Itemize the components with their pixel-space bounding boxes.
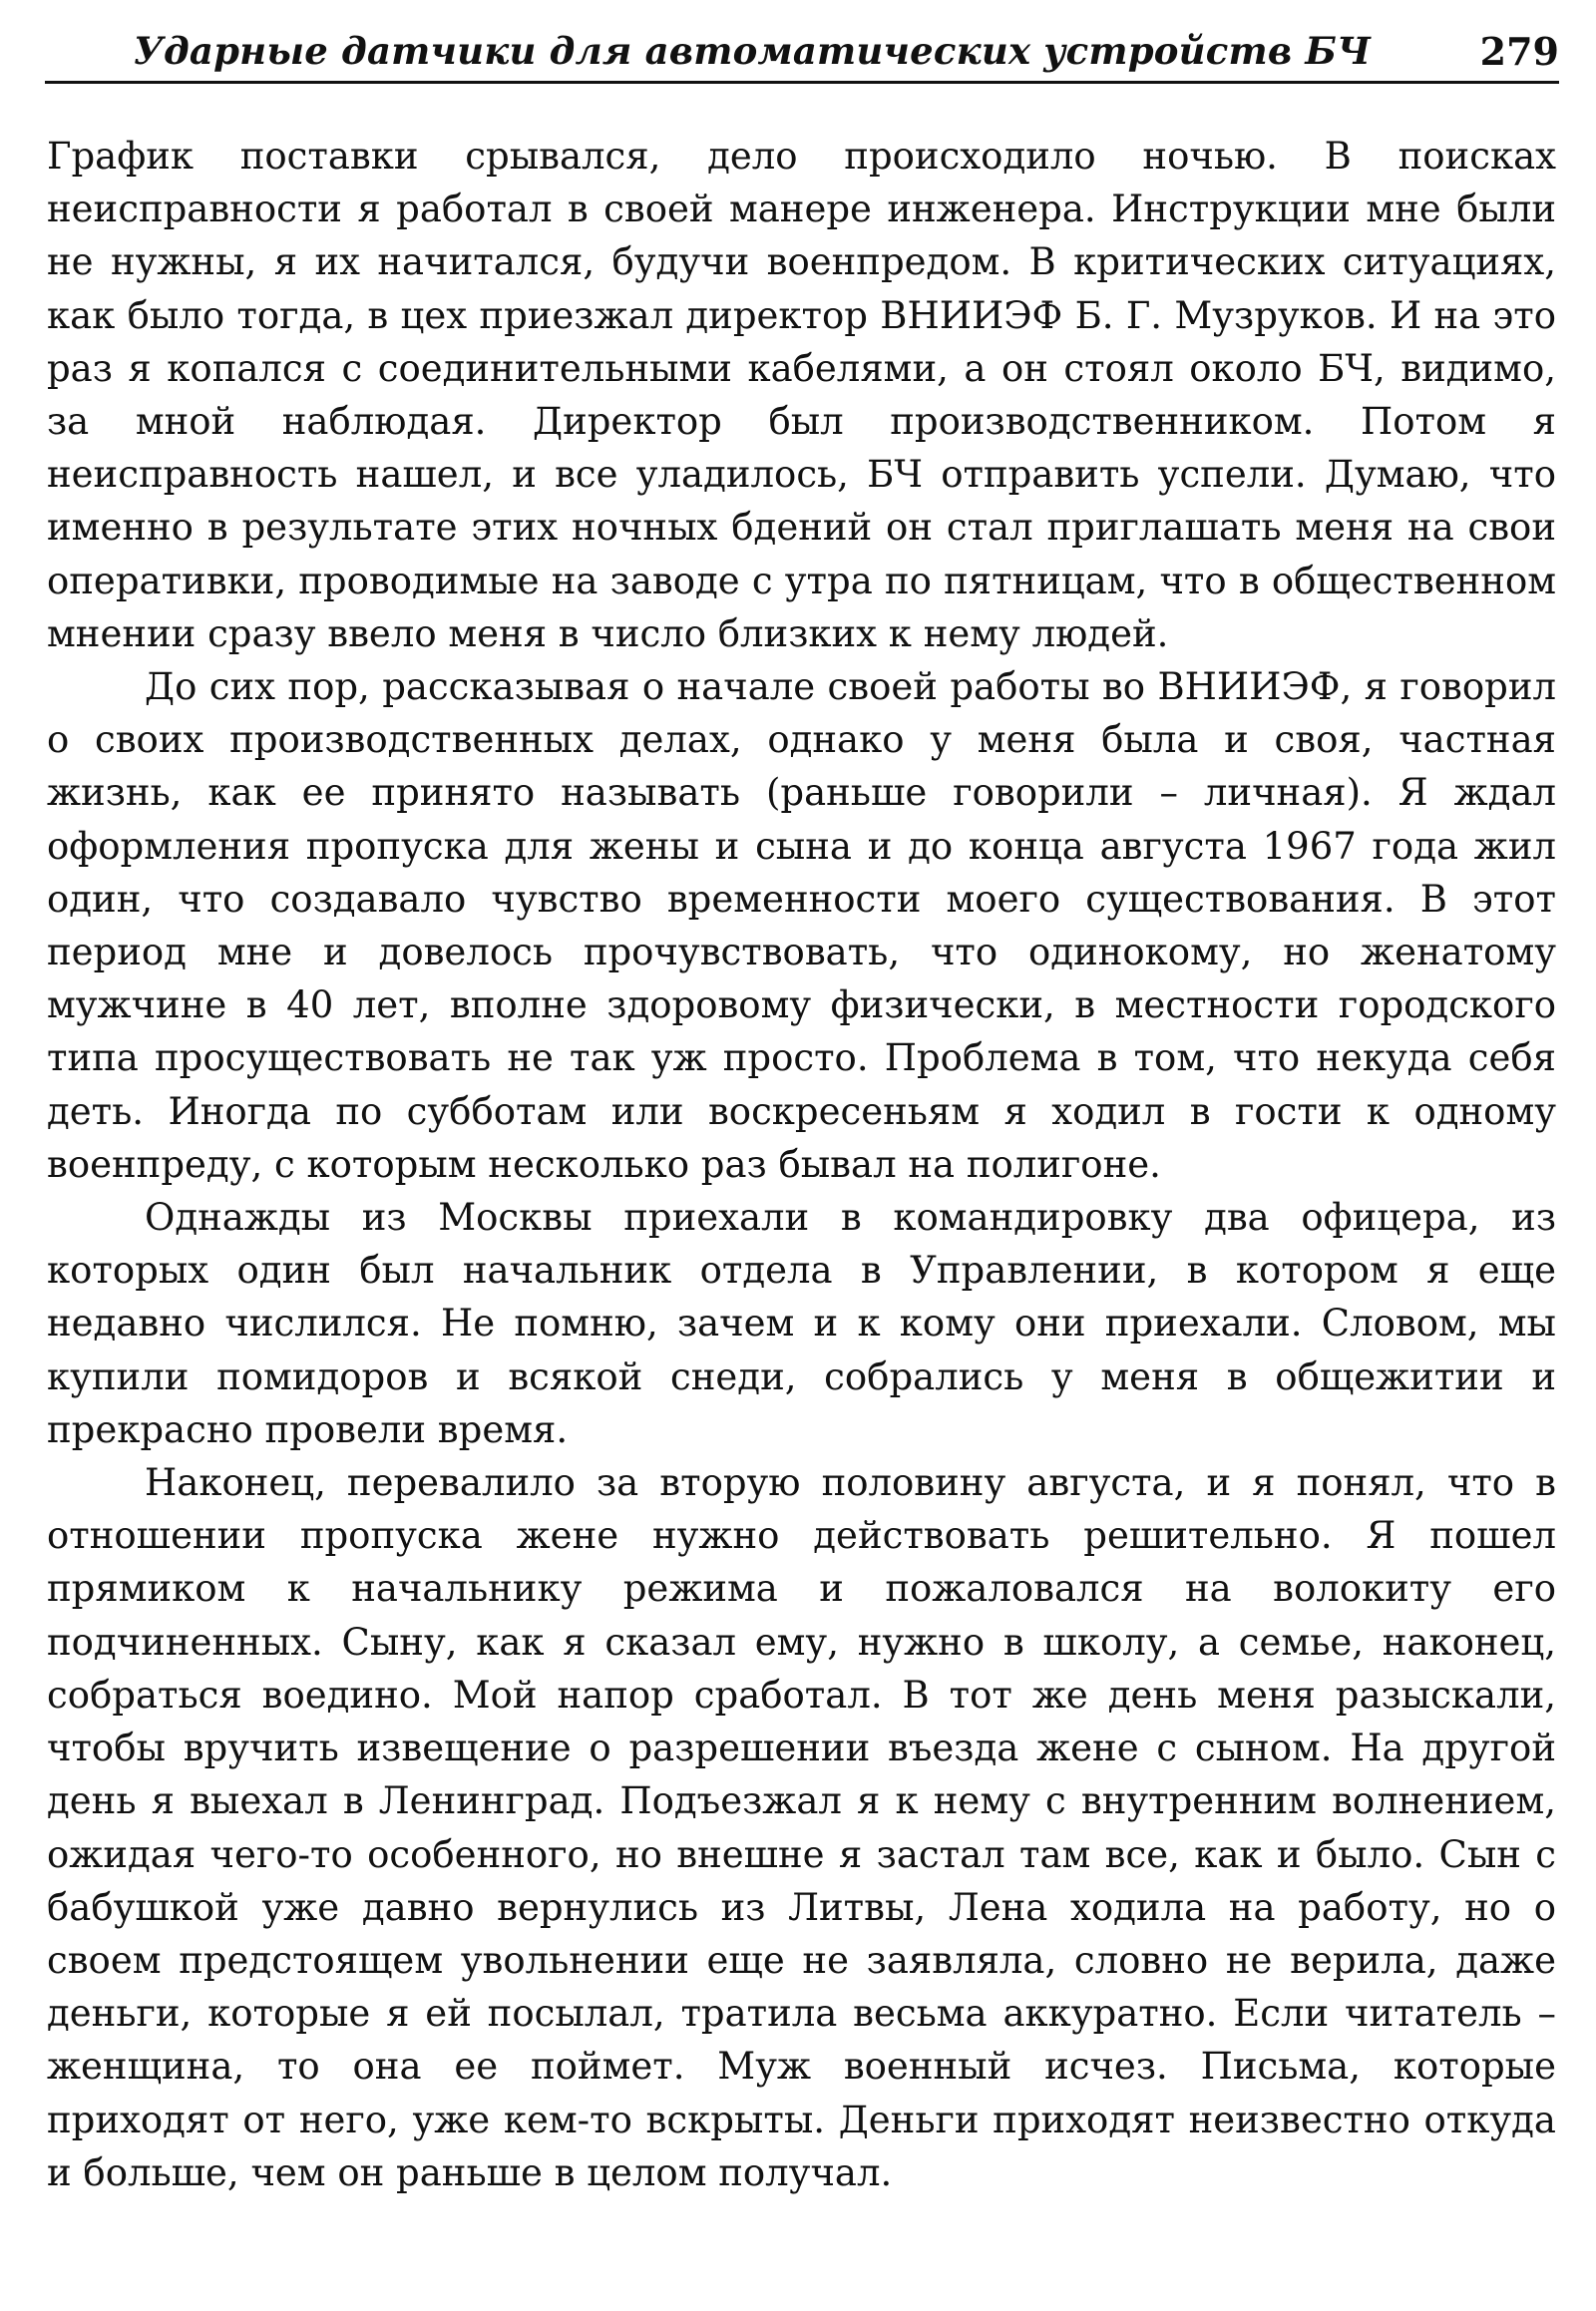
paragraph-3: Однажды из Москвы приехали в командировку два офицера, из которых один был начальник отдела в Управлении, в котором я еще недавно числился. Не помню, зачем и к кому они приехали. Словом, мы купили помидоров и всякой снеди, собрались у меня в общежитии и прекрасно провели время. [47,1196,1556,1451]
paragraph-1: График поставки срывался, дело происходило ночью. В поисках неисправности я работал в своей манере инженера. Инструкции мне были не нужны, я их начитался, будучи военпредом. В критических ситуациях, как было тогда, в цех приезжал директор ВНИИЭФ Б. Г. Музруков. И на это раз я копался с соединительными кабелями, а он стоял около БЧ, видимо, за мной наблюдая. Директор был производственником. Потом я неисправность нашел, и все уладилось, БЧ отправить успели. Думаю, что именно в результате этих ночных бдений он стал приглашать меня на свои оперативки, проводимые на заводе с утра по пятницам, что в общественном мнении сразу ввело меня в число близких к нему людей. [47,135,1556,655]
running-title: Ударные датчики для автоматических устройств БЧ [133,29,1372,73]
body-text [47,130,1556,2199]
paragraph-4: Наконец, перевалило за вторую половину августа, и я понял, что в отношении пропуска жене нужно действовать решительно. Я пошел прямиком к начальнику режима и пожаловался на волокиту его подчиненных. Сыну, как я сказал ему, нужно в школу, а семье, наконец, собраться воедино. Мой напор сработал. В тот же день меня разыскали, чтобы вручить извещение о разрешении въезда жене с сыном. На другой день я выехал в Ленинград. Подъезжал я к нему с внутренним волнением, ожидая чего-то особенного, но внешне я застал там все, как и было. Сын с бабушкой уже давно вернулись из Литвы, Лена ходила на работу, но о своем предстоящем увольнении еще не заявляла, словно не верила, даже деньги, которые я ей посылал, тратила весьма аккуратно. Если читатель – женщина, то она ее поймет. Муж военный исчез. Письма, которые приходят от него, уже кем-то вскрыты. Деньги приходят неизвестно откуда и больше, чем он раньше в целом получал. [47,1461,1556,2194]
header-rule [45,81,1559,84]
paragraph-2: До сих пор, рассказывая о начале своей работы во ВНИИЭФ, я говорил о своих производственных делах, однако у меня была и своя, частная жизнь, как ее принято называть (раньше говорили – личная). Я ждал оформления пропуска для жены и сына и до конца августа 1967 года жил один, что создавало чувство временности моего существования. В этот период мне и довелось прочувствовать, что одинокому, но женатому мужчине в 40 лет, вполне здоровому физически, в местности городского типа просуществовать не так уж просто. Проблема в том, что некуда себя деть. Иногда по субботам или воскресеньям я ходил в гости к одному военпреду, с которым несколько раз бывал на полигоне. [47,665,1556,1186]
page-number: 279 [1479,28,1559,74]
running-header [45,22,1559,80]
